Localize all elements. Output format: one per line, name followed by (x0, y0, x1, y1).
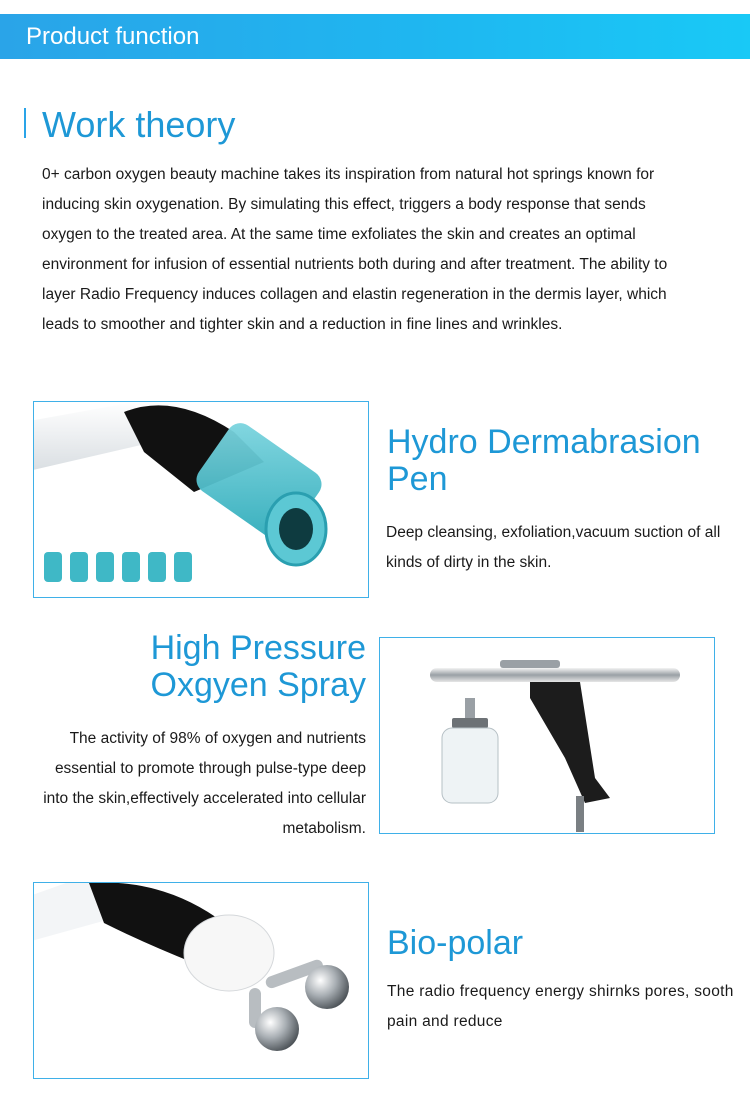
oxygen-spray-title (110, 630, 366, 704)
hydro-pen-image (33, 401, 369, 598)
bio-polar-description: The radio frequency energy shirnks pores, sooth pain and reduce (387, 983, 734, 1030)
bio-polar-title (387, 925, 523, 962)
bio-polar-image (33, 882, 369, 1079)
hydro-pen-title-line1: Hydro Dermabrasion (387, 423, 701, 461)
heading-accent-bar (24, 108, 26, 138)
work-theory-title: Work theory (42, 104, 236, 145)
hydro-pen-title-line2: Pen (387, 460, 448, 498)
oxygen-spray-image (379, 637, 715, 834)
hydro-pen-title (387, 424, 701, 498)
oxygen-spray-title-line1: High Pressure (150, 629, 366, 667)
header-title: Product function (26, 23, 200, 50)
work-theory-body: 0+ carbon oxygen beauty machine takes its inspiration from natural hot springs known for inducing skin oxygenation. By simulating this effect, triggers a body response that sends oxygen to the treated area. At the same time exfoliates the skin and creates an optimal environment for infusion of essential nutrients both during and after treatment. The ability to layer Radio Frequency induces collagen and elastin regeneration in the dermis layer, which leads to smoother and tighter skin and a reduction in fine lines and wrinkles. (42, 166, 668, 333)
hydro-pen-description: Deep cleansing, exfoliation,vacuum suction of all kinds of dirty in the skin. (386, 524, 721, 571)
bio-polar-title-line1: Bio-polar (387, 924, 524, 962)
oxygen-spray-description: The activity of 98% of oxygen and nutrients essential to promote through pulse-type deep into the skin,effectively accelerated into cellular metabolism. (43, 730, 366, 837)
header-bar (0, 14, 750, 59)
oxygen-spray-title-line2: Oxgyen Spray (150, 666, 366, 704)
